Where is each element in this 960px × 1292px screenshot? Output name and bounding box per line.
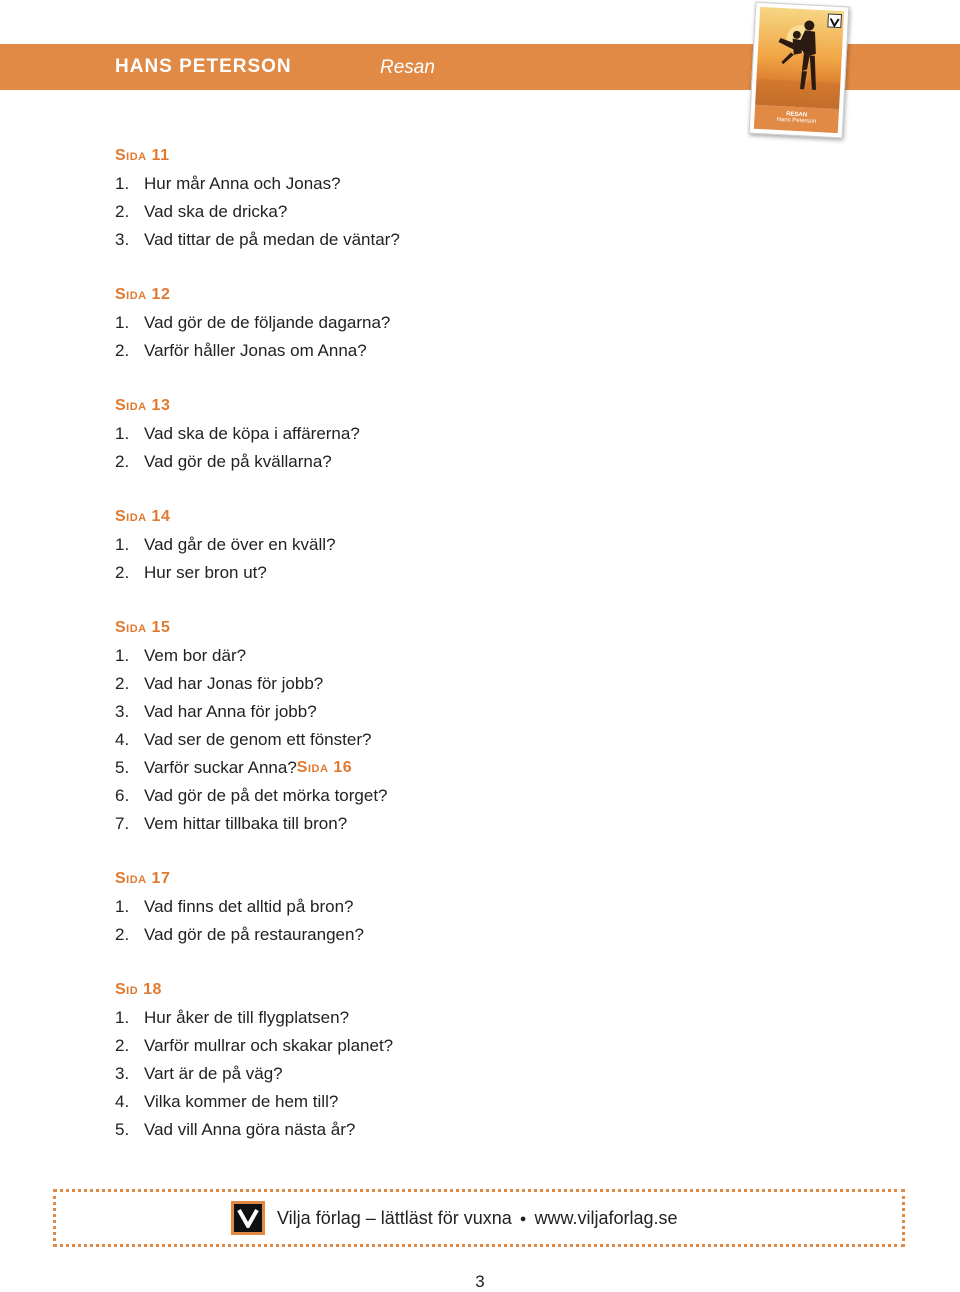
question-text: Vad ska de dricka? [144, 202, 288, 221]
question-text: Hur åker de till flygplatsen? [144, 1008, 350, 1027]
vilja-v-logo-icon [231, 1201, 265, 1235]
question-text: Vad vill Anna göra nästa år? [144, 1120, 356, 1139]
question-number: 1. [115, 313, 130, 332]
question-text: Vad tittar de på medan de väntar? [144, 230, 400, 249]
question-section [115, 392, 755, 476]
section-heading: Sida 14 [115, 508, 171, 525]
section-heading: Sid 18 [115, 981, 162, 998]
section-heading: Sida 12 [115, 286, 171, 303]
cover-title: RESAN [785, 111, 808, 119]
question-number: 6. [115, 786, 130, 805]
question-item [115, 726, 755, 754]
bullet-separator: ● [519, 1213, 527, 1226]
question-item [115, 1116, 755, 1144]
question-number: 2. [115, 563, 130, 582]
question-number: 2. [115, 202, 130, 221]
question-text: Vad gör de de följande dagarna? [144, 313, 391, 332]
question-item [115, 559, 755, 587]
question-number: 3. [115, 702, 130, 721]
question-number: 4. [115, 730, 130, 749]
section-heading: Sida 15 [115, 619, 171, 636]
question-number: 1. [115, 1008, 130, 1027]
question-item [115, 531, 755, 559]
question-item [115, 782, 755, 810]
footer-text [277, 1208, 678, 1229]
question-number: 1. [115, 897, 130, 916]
question-text: Vad gör de på det mörka torget? [144, 786, 388, 805]
question-item [115, 1088, 755, 1116]
question-number: 7. [115, 814, 130, 833]
question-item [115, 642, 755, 670]
question-number: 5. [115, 758, 130, 777]
question-item [115, 309, 755, 337]
question-number: 4. [115, 1092, 130, 1111]
question-item [115, 1004, 755, 1032]
section-heading: Sida 13 [115, 397, 171, 414]
question-item [115, 698, 755, 726]
question-number: 1. [115, 646, 130, 665]
cover-logo-icon [827, 13, 842, 28]
page-number: 3 [475, 1272, 485, 1291]
cover-author: Hans Peterson [776, 116, 817, 125]
question-number: 2. [115, 674, 130, 693]
question-item [115, 810, 755, 838]
question-text: Vad har Anna för jobb? [144, 702, 317, 721]
question-number: 2. [115, 925, 130, 944]
question-text: Varför suckar Anna? [144, 758, 297, 777]
publisher-name: Vilja förlag – lättläst för vuxna [277, 1208, 512, 1228]
question-text: Vad finns det alltid på bron? [144, 897, 354, 916]
question-text: Hur ser bron ut? [144, 563, 267, 582]
question-number: 2. [115, 341, 130, 360]
question-number: 2. [115, 452, 130, 471]
question-text: Hur mår Anna och Jonas? [144, 174, 341, 193]
question-section [115, 503, 755, 587]
question-number: 3. [115, 1064, 130, 1083]
book-cover-thumbnail [749, 2, 850, 139]
question-section [115, 614, 755, 838]
question-item [115, 670, 755, 698]
question-item [115, 170, 755, 198]
question-text: Vad gör de på restaurangen? [144, 925, 364, 944]
question-item [115, 921, 755, 949]
question-section [115, 281, 755, 365]
question-text: Vad går de över en kväll? [144, 535, 336, 554]
question-text: Varför mullrar och skakar planet? [144, 1036, 394, 1055]
question-number: 1. [115, 174, 130, 193]
question-item [115, 420, 755, 448]
question-number: 1. [115, 424, 130, 443]
question-text: Vart är de på väg? [144, 1064, 283, 1083]
question-number: 5. [115, 1120, 130, 1139]
inline-section-heading: Sida 16 [296, 759, 353, 776]
question-text: Varför håller Jonas om Anna? [144, 341, 367, 360]
question-item [115, 337, 755, 365]
question-item [115, 1032, 755, 1060]
question-section [115, 142, 755, 254]
question-item [115, 893, 755, 921]
question-list [115, 142, 755, 1144]
question-number: 2. [115, 1036, 130, 1055]
cover-title-band [754, 105, 839, 133]
author-name: HANS PETERSON [115, 56, 292, 77]
section-heading: Sida 11 [115, 147, 170, 164]
question-number: 1. [115, 535, 130, 554]
website-link[interactable]: www.viljaforlag.se [534, 1208, 678, 1228]
section-heading: Sida 17 [115, 870, 171, 887]
question-item [115, 226, 755, 254]
question-text: Vem hittar tillbaka till bron? [144, 814, 348, 833]
question-item [115, 198, 755, 226]
question-item [115, 448, 755, 476]
question-text: Vad har Jonas för jobb? [144, 674, 324, 693]
book-title: Resan [380, 57, 435, 78]
question-section [115, 865, 755, 949]
question-section [115, 976, 755, 1144]
question-item [115, 754, 755, 782]
question-text: Vad ska de köpa i affärerna? [144, 424, 360, 443]
question-text: Vad gör de på kvällarna? [144, 452, 332, 471]
question-item [115, 1060, 755, 1088]
question-text: Vilka kommer de hem till? [144, 1092, 339, 1111]
question-number: 3. [115, 230, 130, 249]
question-text: Vem bor där? [144, 646, 247, 665]
question-text: Vad ser de genom ett fönster? [144, 730, 372, 749]
